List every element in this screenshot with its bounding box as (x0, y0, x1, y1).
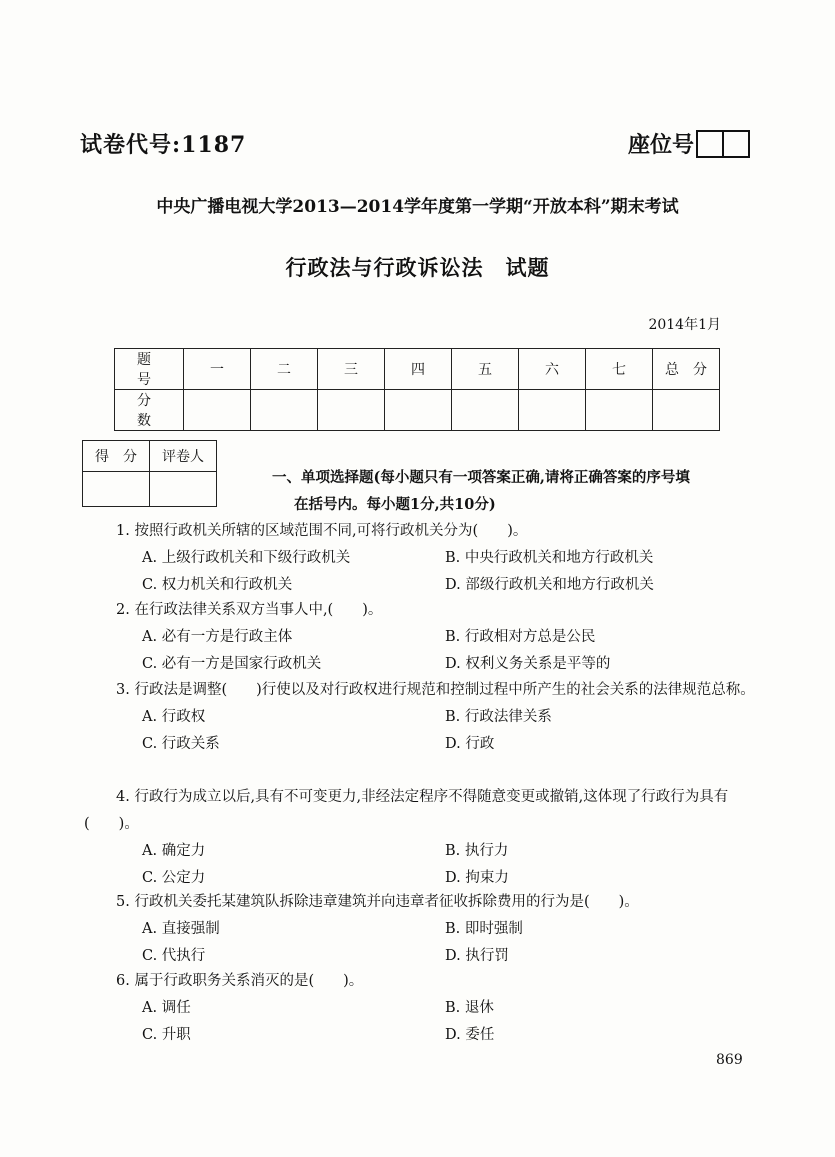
question-1 (84, 518, 760, 599)
grader-name-label: 评卷人 (150, 441, 217, 472)
option-a: A. 直接强制 (142, 921, 220, 937)
option-c: C. 必有一方是国家行政机关 (142, 656, 322, 672)
exam-date: 2014年1月 (648, 317, 721, 333)
question-stem: 5. 行政机关委托某建筑队拆除违章建筑并向违章者征收拆除费用的行为是( )。 (116, 894, 639, 910)
option-a: A. 确定力 (142, 843, 206, 859)
option-b: B. 行政相对方总是公民 (445, 629, 596, 645)
question-4 (84, 784, 760, 892)
seat-number (628, 128, 750, 159)
seat-box (698, 132, 722, 156)
score-blank-cell (586, 390, 653, 431)
option-d: D. 部级行政机关和地方行政机关 (445, 577, 654, 593)
score-table (114, 348, 720, 431)
option-a: A. 行政权 (142, 709, 206, 725)
section-heading-line: 在括号内。每小题1分,共10分) (294, 496, 496, 513)
question-5 (84, 889, 760, 970)
grader-table (82, 440, 217, 507)
question-6 (84, 968, 760, 1049)
grader-score-label: 得 分 (83, 441, 150, 472)
option-b: B. 行政法律关系 (445, 709, 552, 725)
seat-label: 座位号 (628, 132, 695, 158)
score-cell: 五 (452, 349, 519, 390)
score-blank-cell (653, 390, 720, 431)
option-d: D. 拘束力 (445, 870, 509, 886)
score-blank-cell (385, 390, 452, 431)
score-table-header-row (115, 349, 720, 390)
score-cell: 四 (385, 349, 452, 390)
question-2 (84, 597, 760, 678)
option-a: A. 必有一方是行政主体 (142, 629, 293, 645)
option-c: C. 公定力 (142, 870, 206, 886)
option-b: B. 即时强制 (445, 921, 523, 937)
grader-blank-cell (150, 472, 217, 507)
score-cell: 总 分 (653, 349, 720, 390)
score-cell: 六 (519, 349, 586, 390)
grader-blank-cell (83, 472, 150, 507)
section-heading-line: 一、单项选择题(每小题只有一项答案正确,请将正确答案的序号填 (272, 469, 690, 486)
option-d: D. 执行罚 (445, 948, 509, 964)
option-a: A. 调任 (142, 1000, 191, 1016)
score-cell: 七 (586, 349, 653, 390)
seat-number-boxes (696, 130, 750, 158)
score-cell: 二 (251, 349, 318, 390)
question-stem: 3. 行政法是调整( )行使以及对行政权进行规范和控制过程中所产生的社会关系的法律规范总称。 (116, 682, 755, 698)
subject-title: 行政法与行政诉讼法 试题 (285, 255, 550, 280)
paper-code: 试卷代号:1187 (80, 132, 247, 158)
seat-box (722, 132, 748, 156)
option-d: D. 权利义务关系是平等的 (445, 656, 611, 672)
option-c: C. 代执行 (142, 948, 206, 964)
score-blank-cell (452, 390, 519, 431)
option-d: D. 委任 (445, 1027, 495, 1043)
option-c: C. 升职 (142, 1027, 191, 1043)
question-3 (84, 677, 760, 758)
option-b: B. 执行力 (445, 843, 509, 859)
option-a: A. 上级行政机关和下级行政机关 (142, 550, 351, 566)
page-number: 869 (716, 1052, 743, 1068)
score-blank-cell (318, 390, 385, 431)
score-blank-cell (251, 390, 318, 431)
score-cell: 三 (318, 349, 385, 390)
option-c: C. 行政关系 (142, 736, 220, 752)
option-d: D. 行政 (445, 736, 495, 752)
question-stem: 4. 行政行为成立以后,具有不可变更力,非经法定程序不得随意变更或撤销,这体现了行政行为具有( )。 (84, 789, 729, 832)
option-b: B. 退休 (445, 1000, 494, 1016)
score-blank-cell (519, 390, 586, 431)
score-table-score-row (115, 390, 720, 431)
score-blank-cell (184, 390, 251, 431)
exam-title: 中央广播电视大学2013—2014学年度第一学期“开放本科”期末考试 (156, 197, 679, 217)
option-c: C. 权力机关和行政机关 (142, 577, 293, 593)
question-stem: 2. 在行政法律关系双方当事人中,( )。 (116, 602, 383, 618)
question-stem: 1. 按照行政机关所辖的区域范围不同,可将行政机关分为( )。 (116, 523, 528, 539)
option-b: B. 中央行政机关和地方行政机关 (445, 550, 654, 566)
section-heading (272, 464, 762, 518)
question-stem: 6. 属于行政职务关系消灭的是( )。 (116, 973, 364, 989)
score-cell: 题 号 (115, 349, 184, 390)
score-cell: 一 (184, 349, 251, 390)
score-cell: 分 数 (115, 390, 184, 431)
